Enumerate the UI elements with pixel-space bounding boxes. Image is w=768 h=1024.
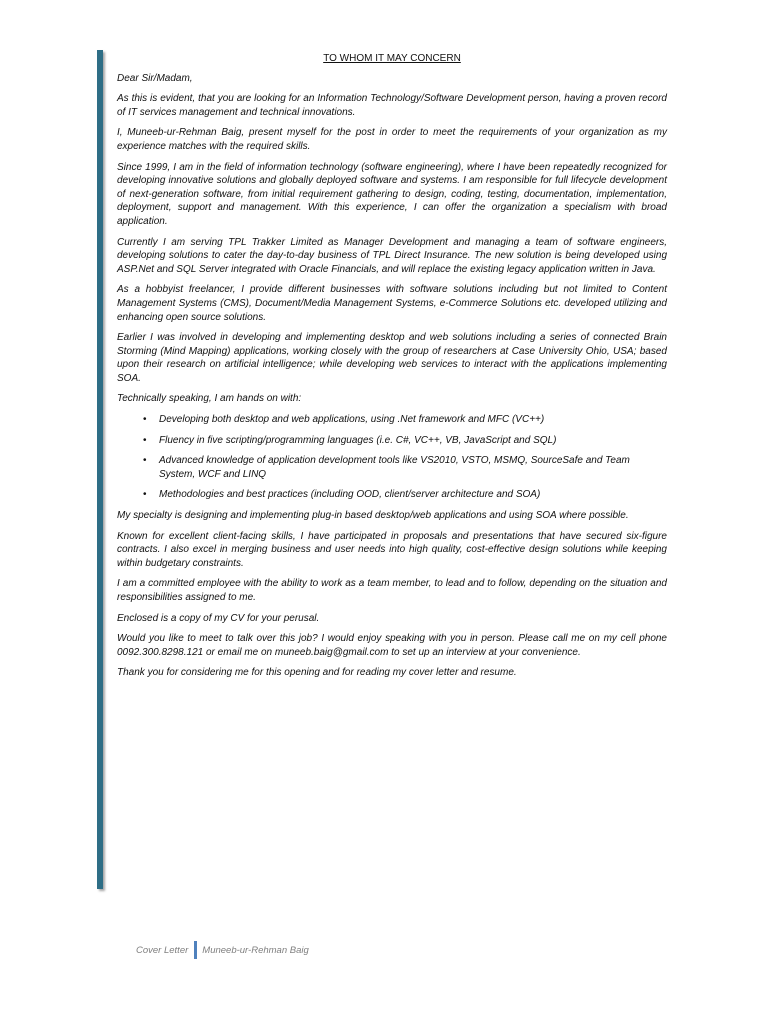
skills-list: [117, 413, 667, 502]
paragraph: As a hobbyist freelancer, I provide different businesses with software solutions including but not limited to Content Management Systems (CMS), Document/Media Management Systems, e-Commerce Solutions etc. developed utilizing and enhancing open source solutions.: [117, 284, 667, 323]
letter-title: TO WHOM IT MAY CONCERN: [323, 53, 461, 64]
list-item: [117, 454, 667, 481]
footer-separator: [194, 941, 197, 959]
paragraph: Known for excellent client-facing skills, I have participated in proposals and presentations that have secured six-figure contracts. I also excel in merging business and user needs into high quality, cost-effective design solutions while keeping within budgetary constraints.: [117, 530, 667, 569]
paragraph: Enclosed is a copy of my CV for your perusal.: [117, 612, 320, 624]
letter-body: [117, 52, 667, 687]
paragraph: Currently I am serving TPL Trakker Limited as Manager Development and managing a team of software engineers, developing solutions to cater the day-to-day business of TPL Direct Insurance. The new solution is being developed using ASP.Net and SQL Server integrated with Oracle Financials, and will replace the existing legacy application written in Java.: [117, 236, 667, 275]
list-item-text: Advanced knowledge of application development tools like VS2010, VSTO, MSMQ, SourceSafe and Team System, WCF and LINQ: [159, 455, 630, 480]
paragraph: I, Muneeb-ur-Rehman Baig, present myself for the post in order to meet the requirements of your organization as my experience matches with the required skills.: [117, 127, 667, 152]
paragraph: I am a committed employee with the ability to work as a team member, to lead and to follow, depending on the situation and responsibilities assigned to me.: [117, 578, 667, 603]
list-item-text: Methodologies and best practices (including OOD, client/server architecture and SOA): [159, 489, 541, 501]
bullet-icon: •: [143, 455, 147, 467]
footer-author: Muneeb-ur-Rehman Baig: [202, 944, 309, 956]
paragraph: Technically speaking, I am hands on with:: [117, 393, 302, 405]
list-item: [117, 413, 667, 427]
page-footer: [136, 941, 309, 959]
list-item-text: Developing both desktop and web applications, using .Net framework and MFC (VC++): [159, 414, 545, 426]
paragraph: My specialty is designing and implementing plug-in based desktop/web applications and using SOA where possible.: [117, 510, 629, 522]
bullet-icon: •: [143, 434, 147, 446]
page-side-bar: [97, 50, 103, 889]
list-item: [117, 488, 667, 502]
list-item-text: Fluency in five scripting/programming languages (i.e. C#, VC++, VB, JavaScript and SQL): [159, 434, 557, 446]
salutation: Dear Sir/Madam,: [117, 72, 193, 84]
list-item: [117, 434, 667, 448]
bullet-icon: •: [143, 489, 147, 501]
paragraph: Earlier I was involved in developing and implementing desktop and web solutions including a series of connected Brain Storming (Mind Mapping) applications, working closely with the group of researchers at Case University Ohio, USA; based upon their research on artificial intelligence; while developing web services to interact with the applications implementing SOA.: [117, 332, 667, 384]
bullet-icon: •: [143, 414, 147, 426]
footer-label: Cover Letter: [136, 944, 189, 956]
paragraph: Since 1999, I am in the field of information technology (software engineering), where I have been repeatedly recognized for developing innovative solutions and globally deployed software and systems. I am responsible for full lifecycle development of next-generation software, from initial requirement gathering to design, coding, testing, documentation, implementation, deployment, support and management. With this experience, I can offer the organization a specialism with broad application.: [117, 161, 667, 227]
paragraph: As this is evident, that you are looking for an Information Technology/Software Development person, having a proven record of IT services management and technical innovations.: [117, 93, 667, 118]
paragraph: Would you like to meet to talk over this job? I would enjoy speaking with you in person. Please call me on my cell phone 0092.300.8298.121 or email me on muneeb.baig@gmail.com to set up an interview at your convenience.: [117, 633, 667, 658]
paragraph: Thank you for considering me for this opening and for reading my cover letter and resume.: [117, 667, 517, 679]
